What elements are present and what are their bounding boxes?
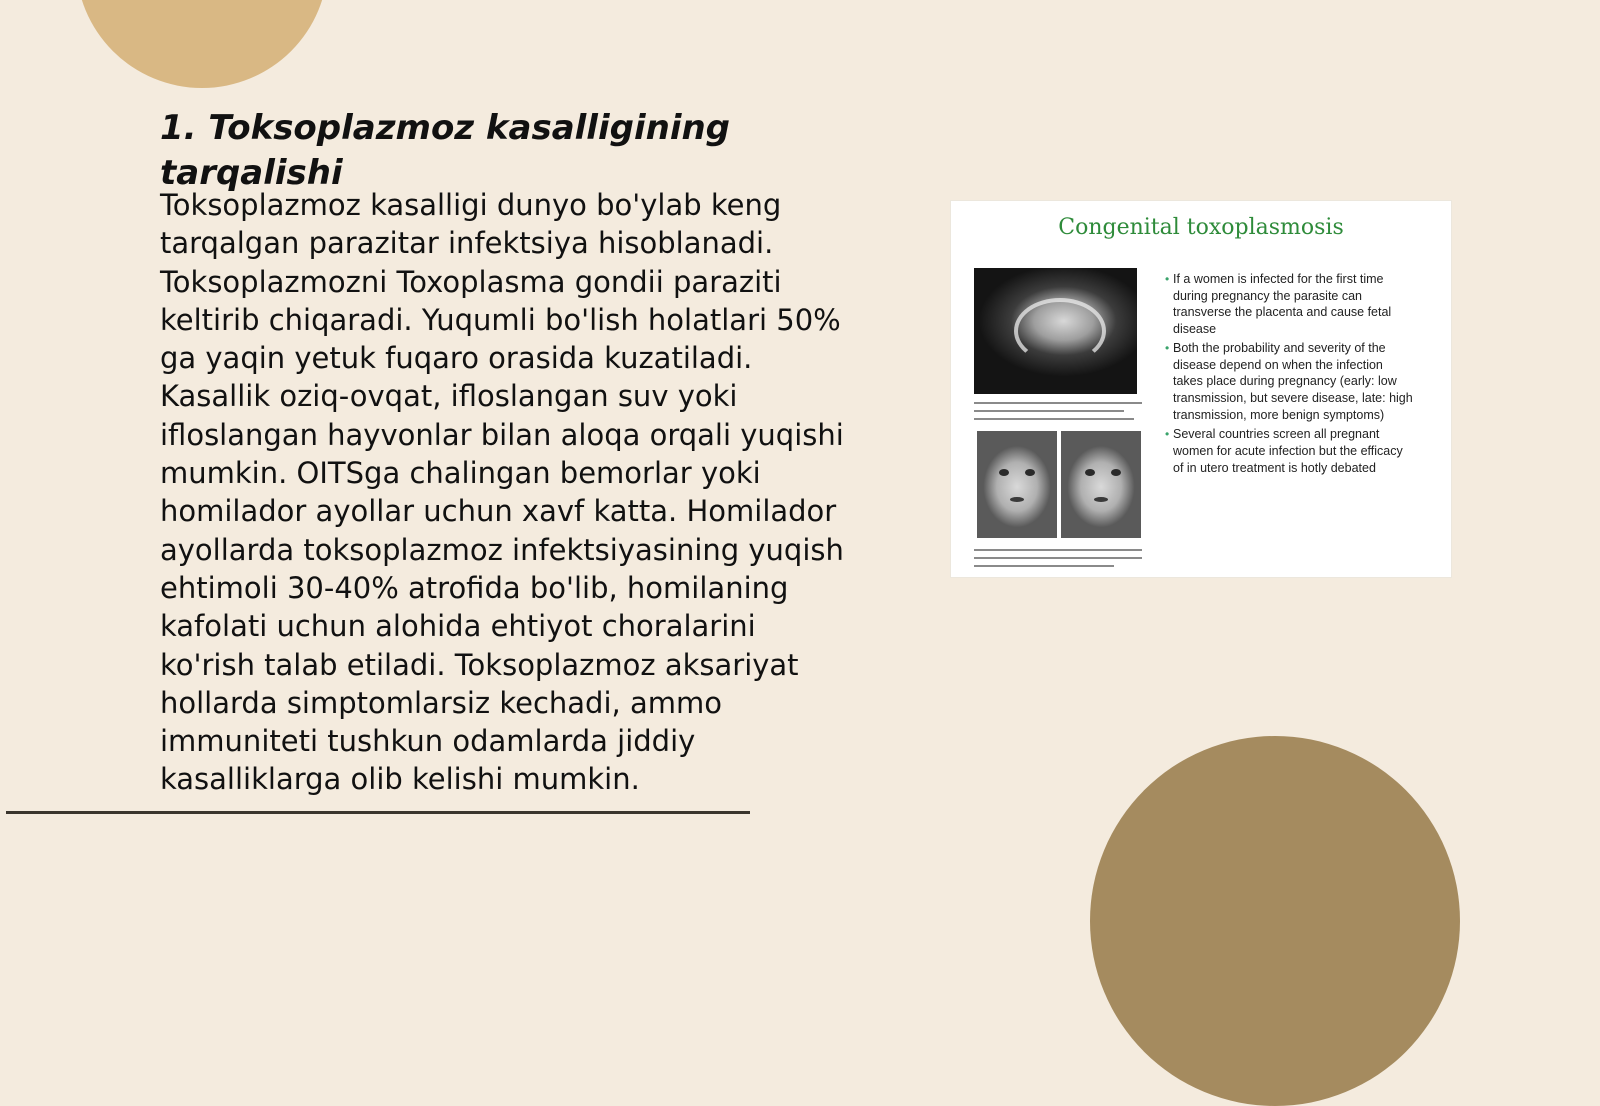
infant-photo-left xyxy=(977,431,1057,538)
slide-title: 1. Toksoplazmoz kasalligining tarqalishi xyxy=(160,108,731,193)
figure-bullet-list xyxy=(1165,271,1413,479)
decorative-circle-top xyxy=(76,0,328,88)
infant-photo-right xyxy=(1061,431,1141,538)
decorative-circle-bottom xyxy=(1090,736,1460,1106)
figure-bullet-item xyxy=(1165,426,1413,476)
figure-bullet-item xyxy=(1165,271,1413,338)
xray-caption-line xyxy=(974,418,1134,420)
skull-xray-image xyxy=(974,268,1137,394)
figure-bullet-text: Several countries screen all pregnant women for acute infection but the efficacy of in utero treatment is hotly debated xyxy=(1173,427,1403,475)
divider-line xyxy=(6,811,750,814)
bullet-icon: • xyxy=(1165,340,1170,355)
figure-bullet-text: If a women is infected for the first time during pregnancy the parasite can transverse the placenta and cause fetal disease xyxy=(1173,272,1392,337)
slide-body-text: Toksoplazmoz kasalligi dunyo bo'ylab keng tarqalgan parazitar infektsiya hisoblanadi. Toksoplazmozni Toxoplasma gondii paraziti keltirib chiqaradi. Yuqumli bo'lish holatlari 50% ga yaqin yetuk fuqaro orasida kuzatiladi. Kasallik oziq-ovqat, ifloslangan suv yoki ifloslangan hayvonlar bilan aloqa orqali yuqishi mumkin. OITSga chalingan bemorlar yoki homilador ayollar uchun xavf katta. Homilador ayollarda toksoplazmoz infektsiyasining yuqish ehtimoli 30-40% atrofida bo'lib, homilaning kafolati uchun alohida ehtiyot choralarini ko'rish talab etiladi. Toksoplazmoz aksariyat hollarda simptomlarsiz kechadi, ammo immuniteti tushkun odamlarda jiddiy kasalliklarga olib kelishi mumkin. xyxy=(160,188,844,797)
xray-caption xyxy=(974,402,1142,404)
bullet-icon: • xyxy=(1165,427,1170,442)
figure-title: Congenital toxoplasmosis xyxy=(1058,215,1344,240)
infant-caption-line xyxy=(974,565,1114,567)
figure-bullet-item xyxy=(1165,340,1413,424)
congenital-toxoplasmosis-figure xyxy=(950,200,1452,578)
xray-caption-line xyxy=(974,410,1124,412)
infant-caption xyxy=(974,549,1142,551)
bullet-icon: • xyxy=(1165,272,1170,286)
infant-caption-line xyxy=(974,557,1142,559)
figure-bullet-text: Both the probability and severity of the disease depend on when the infection takes place during pregnancy (early: low transmission, but severe disease, late: high transmission, more benign symptoms) xyxy=(1173,340,1413,422)
